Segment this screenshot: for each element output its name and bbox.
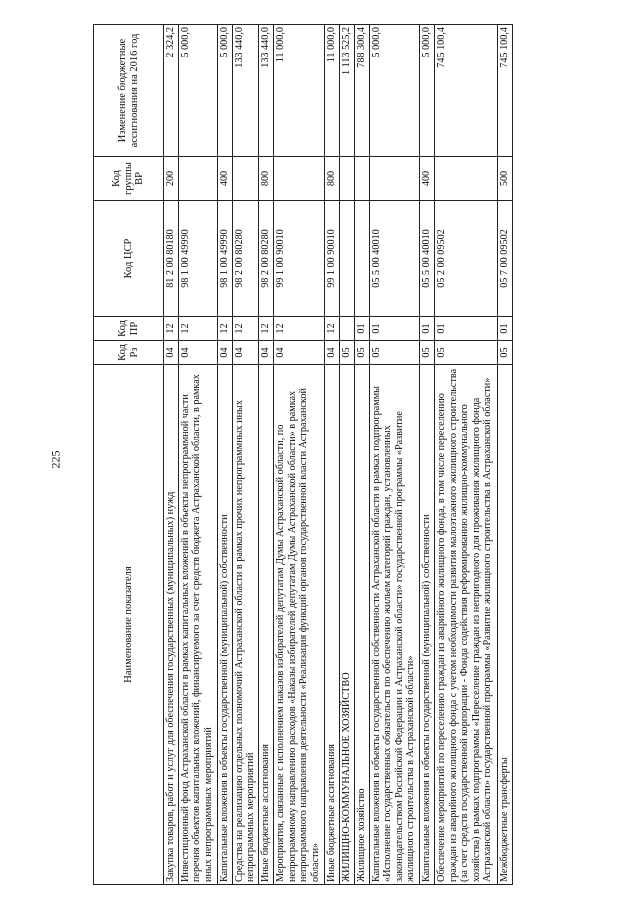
cell-rz: 04 [259,341,274,365]
table-row [259,25,274,885]
cell-csr: 81 2 00 80180 [164,201,179,317]
cell-vr: 800 [325,157,340,201]
cell-rz: 04 [164,341,179,365]
cell-vr: 500 [497,157,512,201]
cell-rz: 05 [339,341,354,365]
cell-amount: 5 000,0 [217,25,232,157]
table-row [232,25,259,885]
cell-pr: 01 [435,317,497,341]
cell-vr [274,157,325,201]
cell-name: Иные бюджетные ассигнования [259,365,274,885]
cell-vr: 400 [420,157,435,201]
table-header-row [94,25,164,885]
page-number: 225 [48,450,63,469]
cell-pr: 12 [164,317,179,341]
cell-name: Иные бюджетные ассигнования [325,365,340,885]
rotated-page-content [93,25,513,885]
table-row [274,25,325,885]
cell-name: ЖИЛИЩНО-КОММУНАЛЬНОЕ ХОЗЯЙСТВО [339,365,354,885]
cell-rz: 04 [274,341,325,365]
cell-vr: 400 [217,157,232,201]
cell-amount: 5 000,0 [420,25,435,157]
cell-amount: 1 113 525,2 [339,25,354,157]
cell-rz: 05 [354,341,369,365]
cell-name: Капитальные вложения в объекты государственной (муниципальной) собственности [217,365,232,885]
table-row [164,25,179,885]
cell-csr: 05 5 00 40010 [369,201,420,317]
cell-vr [369,157,420,201]
cell-name: Капитальные вложения в объекты государственной (муниципальной) собственности [420,365,435,885]
cell-pr [339,317,354,341]
cell-name: Средства на реализацию отдельных полномочий Астраханской области в рамках прочих непрограммных иных непрограммных мероприятий [232,365,259,885]
cell-pr: 12 [274,317,325,341]
cell-rz: 04 [178,341,217,365]
cell-vr [435,157,497,201]
cell-csr: 05 5 00 40010 [420,201,435,317]
cell-vr [232,157,259,201]
header-name: Наименование показателя [94,365,164,885]
cell-pr: 12 [217,317,232,341]
cell-csr: 05 2 00 09502 [435,201,497,317]
cell-vr [354,157,369,201]
cell-rz: 04 [325,341,340,365]
cell-pr: 12 [259,317,274,341]
table-row [497,25,512,885]
cell-csr: 99 1 00 90010 [274,201,325,317]
table-row [178,25,217,885]
cell-rz: 05 [369,341,420,365]
cell-pr: 01 [369,317,420,341]
cell-rz: 05 [420,341,435,365]
cell-rz: 04 [232,341,259,365]
cell-vr [339,157,354,201]
cell-name: Межбюджетные трансферты [497,365,512,885]
cell-amount: 5 000,0 [369,25,420,157]
header-vr: Код группы ВР [94,157,164,201]
cell-csr: 98 1 00 49990 [178,201,217,317]
header-amount: Изменение бюджетные ассигнования на 2016 год [94,25,164,157]
cell-name: Мероприятия, связанные с исполнением наказов избирателей депутатам Думы Астраханской области, по непрограммному направлению расходов «Наказы избирателей депутатам Думы Астраханской области» в рамках непрограммного направления деятельности «Реализация функций органов государственной власти Астраханской области» [274,365,325,885]
cell-csr: 98 2 00 80280 [232,201,259,317]
cell-pr: 01 [420,317,435,341]
cell-amount: 745 100,4 [435,25,497,157]
cell-csr [354,201,369,317]
cell-amount: 11 000,0 [325,25,340,157]
cell-name: Обеспечение мероприятий по переселению граждан из аварийного жилищного фонда, в том числе переселению граждан из аварийного жилищного фонда с учетом необходимости развития малоэтажного жилищного строительства (за счет средств государственной корпорации - Фонда содействия реформированию жилищно-коммунального хозяйства) в рамках подпрограммы «Переселение граждан из непригодного для проживания жилищного фонда Астраханской области» государственной программы «Развитие жилищного строительства в Астраханской области» [435,365,497,885]
cell-vr [178,157,217,201]
header-rz: Код Рз [94,341,164,365]
cell-amount: 133 440,0 [232,25,259,157]
cell-amount: 745 100,4 [497,25,512,157]
cell-vr: 800 [259,157,274,201]
cell-name: Капитальные вложения в объекты государственной собственности Астраханской области в рамках подпрограммы «Исполнение государственных обязательств по обеспечению жильем категорий граждан, установленных законодательством Российской Федерации и Астраханской области» государственной программы «Развитие жилищного строительства в Астраханской области» [369,365,420,885]
cell-csr: 99 1 00 90010 [325,201,340,317]
cell-csr: 98 2 00 80280 [259,201,274,317]
cell-rz: 05 [497,341,512,365]
cell-pr: 12 [232,317,259,341]
cell-pr: 12 [178,317,217,341]
cell-amount: 11 000,0 [274,25,325,157]
table-row [325,25,340,885]
budget-table [93,24,513,885]
table-row [339,25,354,885]
table-row [435,25,497,885]
header-csr: Код ЦСР [94,201,164,317]
cell-name: Закупка товаров, работ и услуг для обеспечения государственных (муниципальных) нужд [164,365,179,885]
cell-pr: 12 [325,317,340,341]
table-row [354,25,369,885]
cell-csr: 05 7 00 09502 [497,201,512,317]
cell-vr: 200 [164,157,179,201]
cell-name: Жилищное хозяйство [354,365,369,885]
cell-csr: 98 1 00 49990 [217,201,232,317]
cell-pr: 01 [497,317,512,341]
cell-rz: 04 [217,341,232,365]
cell-amount: 5 000,0 [178,25,217,157]
cell-amount: 133 440,0 [259,25,274,157]
cell-csr [339,201,354,317]
cell-pr: 01 [354,317,369,341]
cell-amount: 788 300,4 [354,25,369,157]
cell-amount: 2 324,2 [164,25,179,157]
cell-rz: 05 [435,341,497,365]
table-row [369,25,420,885]
cell-name: Инвестиционный фонд Астраханской области в рамках капитальных вложений в объекты непрограммной части перечня объектов капитальных вложений, финансируемого за счет средств бюджета Астраханской области, в рамках иных непрограммных мероприятий [178,365,217,885]
header-pr: Код ПР [94,317,164,341]
table-row [217,25,232,885]
table-row [420,25,435,885]
